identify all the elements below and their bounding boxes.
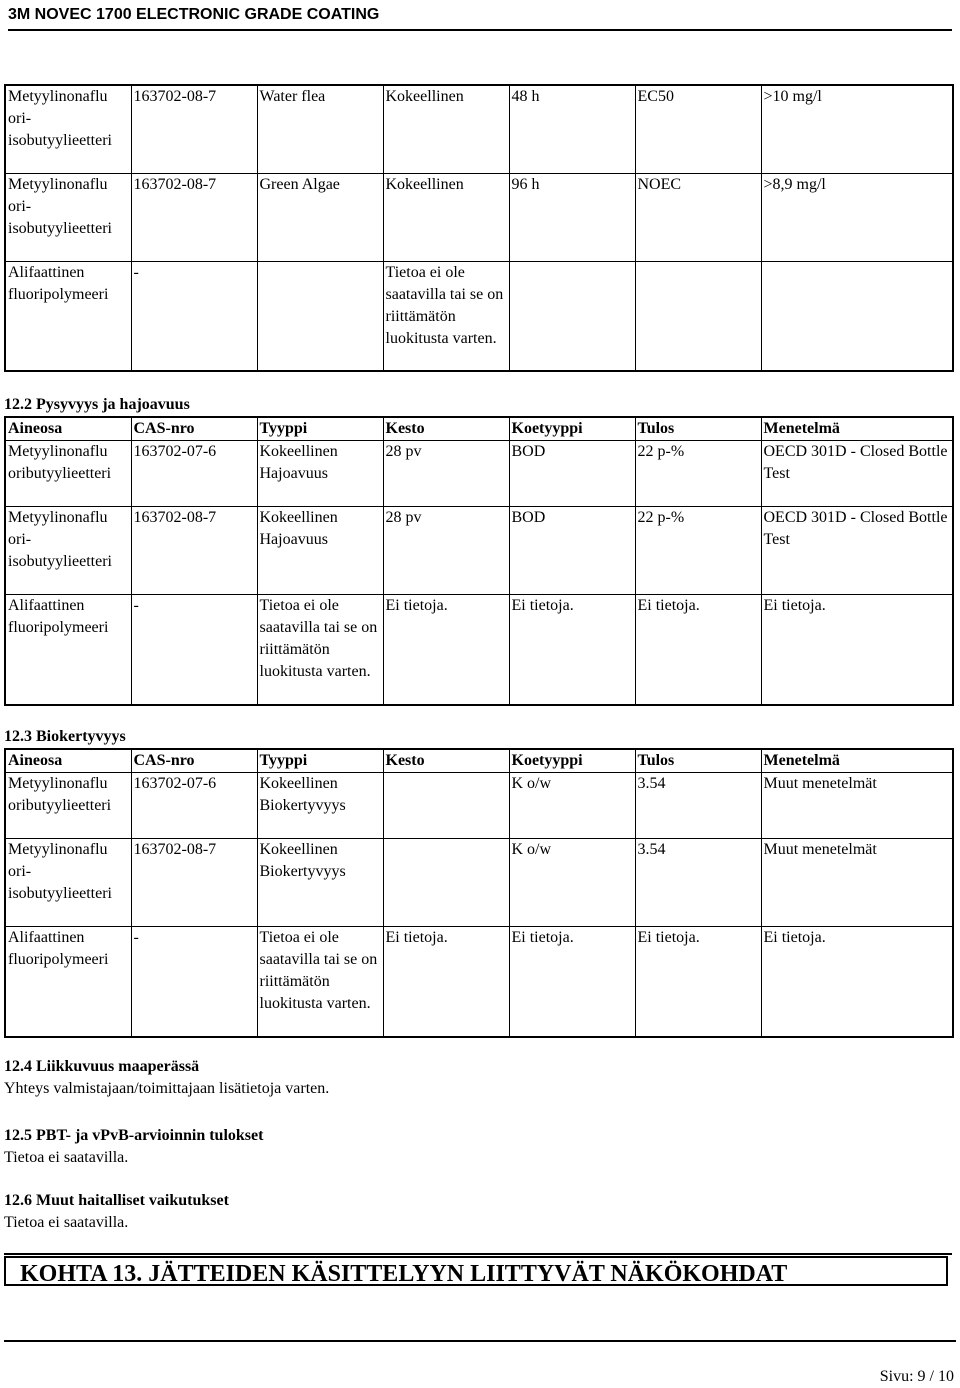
page-number: Sivu: 9 / 10 [879, 1368, 954, 1385]
cell-result: 22 p-% [635, 441, 761, 507]
cell-duration [383, 839, 509, 927]
cell-cas: 163702-08-7 [131, 85, 257, 173]
cell-cas: - [131, 927, 257, 1037]
cell-cas: 163702-07-6 [131, 773, 257, 839]
header-test-type: Koetyyppi [509, 417, 635, 441]
cell-type: Kokeellinen Biokertyvyys [257, 773, 383, 839]
cell-duration [509, 261, 635, 371]
cell-test [635, 261, 761, 371]
ecotoxicity-table [4, 84, 954, 372]
cell-result: 3.54 [635, 773, 761, 839]
cell-method: Muut menetelmät [761, 773, 953, 839]
table-row [5, 85, 953, 173]
table-row [5, 173, 953, 261]
document-header-title: 3M NOVEC 1700 ELECTRONIC GRADE COATING [8, 6, 952, 31]
table-row [5, 441, 953, 507]
cell-component: Alifaattinen fluoripolymeeri [5, 595, 131, 705]
cell-component: Metyylinonaflu ori-isobutyylieetteri [5, 85, 131, 173]
section-text-12-5: Tietoa ei saatavilla. [4, 1149, 129, 1166]
cell-test-type: BOD [509, 507, 635, 595]
cell-result: 3.54 [635, 839, 761, 927]
header-type: Tyyppi [257, 749, 383, 773]
table-row [5, 773, 953, 839]
cell-test-type: K o/w [509, 773, 635, 839]
header-method: Menetelmä [761, 417, 953, 441]
cell-test: NOEC [635, 173, 761, 261]
cell-component: Alifaattinen fluoripolymeeri [5, 927, 131, 1037]
section-title-12-4: 12.4 Liikkuvuus maaperässä [4, 1058, 200, 1075]
cell-result: 22 p-% [635, 507, 761, 595]
cell-duration: 28 pv [383, 441, 509, 507]
cell-duration: 28 pv [383, 507, 509, 595]
section-title-12-5: 12.5 PBT- ja vPvB-arvioinnin tulokset [4, 1127, 264, 1144]
cell-result: Ei tietoja. [635, 927, 761, 1037]
table-row [5, 595, 953, 705]
section-title-12-2: 12.2 Pysyvyys ja hajoavuus [4, 396, 190, 413]
cell-type: Kokeellinen [383, 85, 509, 173]
header-component: Aineosa [5, 417, 131, 441]
header-cas: CAS-nro [131, 417, 257, 441]
degradability-table [4, 416, 954, 706]
header-duration: Kesto [383, 417, 509, 441]
header-result: Tulos [635, 417, 761, 441]
table-header-row [5, 749, 953, 773]
cell-test-type: Ei tietoja. [509, 595, 635, 705]
section-text-12-6: Tietoa ei saatavilla. [4, 1214, 129, 1231]
cell-type: Tietoa ei ole saatavilla tai se on riittämätön luokitusta varten. [383, 261, 509, 371]
cell-type: Kokeellinen Biokertyvyys [257, 839, 383, 927]
cell-method: Ei tietoja. [761, 595, 953, 705]
table-row [5, 261, 953, 371]
cell-result [761, 261, 953, 371]
cell-result: >10 mg/l [761, 85, 953, 173]
cell-type: Tietoa ei ole saatavilla tai se on riittämätön luokitusta varten. [257, 927, 383, 1037]
section-divider [4, 1253, 952, 1255]
cell-method: Ei tietoja. [761, 927, 953, 1037]
section-13-heading: KOHTA 13. JÄTTEIDEN KÄSITTELYYN LIITTYVÄT NÄKÖKOHDAT [4, 1256, 948, 1286]
cell-type: Kokeellinen Hajoavuus [257, 507, 383, 595]
cell-type: Kokeellinen [383, 173, 509, 261]
header-cas: CAS-nro [131, 749, 257, 773]
cell-cas: - [131, 261, 257, 371]
header-test-type: Koetyyppi [509, 749, 635, 773]
table-header-row [5, 417, 953, 441]
cell-type: Kokeellinen Hajoavuus [257, 441, 383, 507]
cell-duration: 96 h [509, 173, 635, 261]
cell-method: Muut menetelmät [761, 839, 953, 927]
cell-component: Metyylinonaflu ori-isobutyylieetteri [5, 173, 131, 261]
cell-result: Ei tietoja. [635, 595, 761, 705]
cell-component: Metyylinonaflu oributyylieetteri [5, 773, 131, 839]
cell-result: >8,9 mg/l [761, 173, 953, 261]
table-row [5, 927, 953, 1037]
cell-cas: 163702-07-6 [131, 441, 257, 507]
header-type: Tyyppi [257, 417, 383, 441]
cell-test: EC50 [635, 85, 761, 173]
cell-component: Metyylinonaflu oributyylieetteri [5, 441, 131, 507]
cell-duration [383, 773, 509, 839]
cell-cas: 163702-08-7 [131, 173, 257, 261]
cell-organism [257, 261, 383, 371]
header-method: Menetelmä [761, 749, 953, 773]
cell-test-type: Ei tietoja. [509, 927, 635, 1037]
footer-divider [4, 1340, 956, 1342]
cell-method: OECD 301D - Closed Bottle Test [761, 507, 953, 595]
section-text-12-4: Yhteys valmistajaan/toimittajaan lisätietoja varten. [4, 1080, 330, 1097]
header-component: Aineosa [5, 749, 131, 773]
cell-test-type: K o/w [509, 839, 635, 927]
header-duration: Kesto [383, 749, 509, 773]
section-title-12-3: 12.3 Biokertyvyys [4, 728, 126, 745]
cell-cas: - [131, 595, 257, 705]
cell-type: Tietoa ei ole saatavilla tai se on riittämätön luokitusta varten. [257, 595, 383, 705]
section-title-12-6: 12.6 Muut haitalliset vaikutukset [4, 1192, 229, 1209]
cell-organism: Green Algae [257, 173, 383, 261]
cell-organism: Water flea [257, 85, 383, 173]
bioaccumulation-table [4, 748, 954, 1038]
cell-duration: Ei tietoja. [383, 927, 509, 1037]
cell-cas: 163702-08-7 [131, 507, 257, 595]
table-row [5, 839, 953, 927]
cell-duration: 48 h [509, 85, 635, 173]
cell-component: Alifaattinen fluoripolymeeri [5, 261, 131, 371]
cell-method: OECD 301D - Closed Bottle Test [761, 441, 953, 507]
cell-test-type: BOD [509, 441, 635, 507]
cell-component: Metyylinonaflu ori-isobutyylieetteri [5, 839, 131, 927]
header-result: Tulos [635, 749, 761, 773]
cell-component: Metyylinonaflu ori-isobutyylieetteri [5, 507, 131, 595]
table-row [5, 507, 953, 595]
cell-duration: Ei tietoja. [383, 595, 509, 705]
cell-cas: 163702-08-7 [131, 839, 257, 927]
